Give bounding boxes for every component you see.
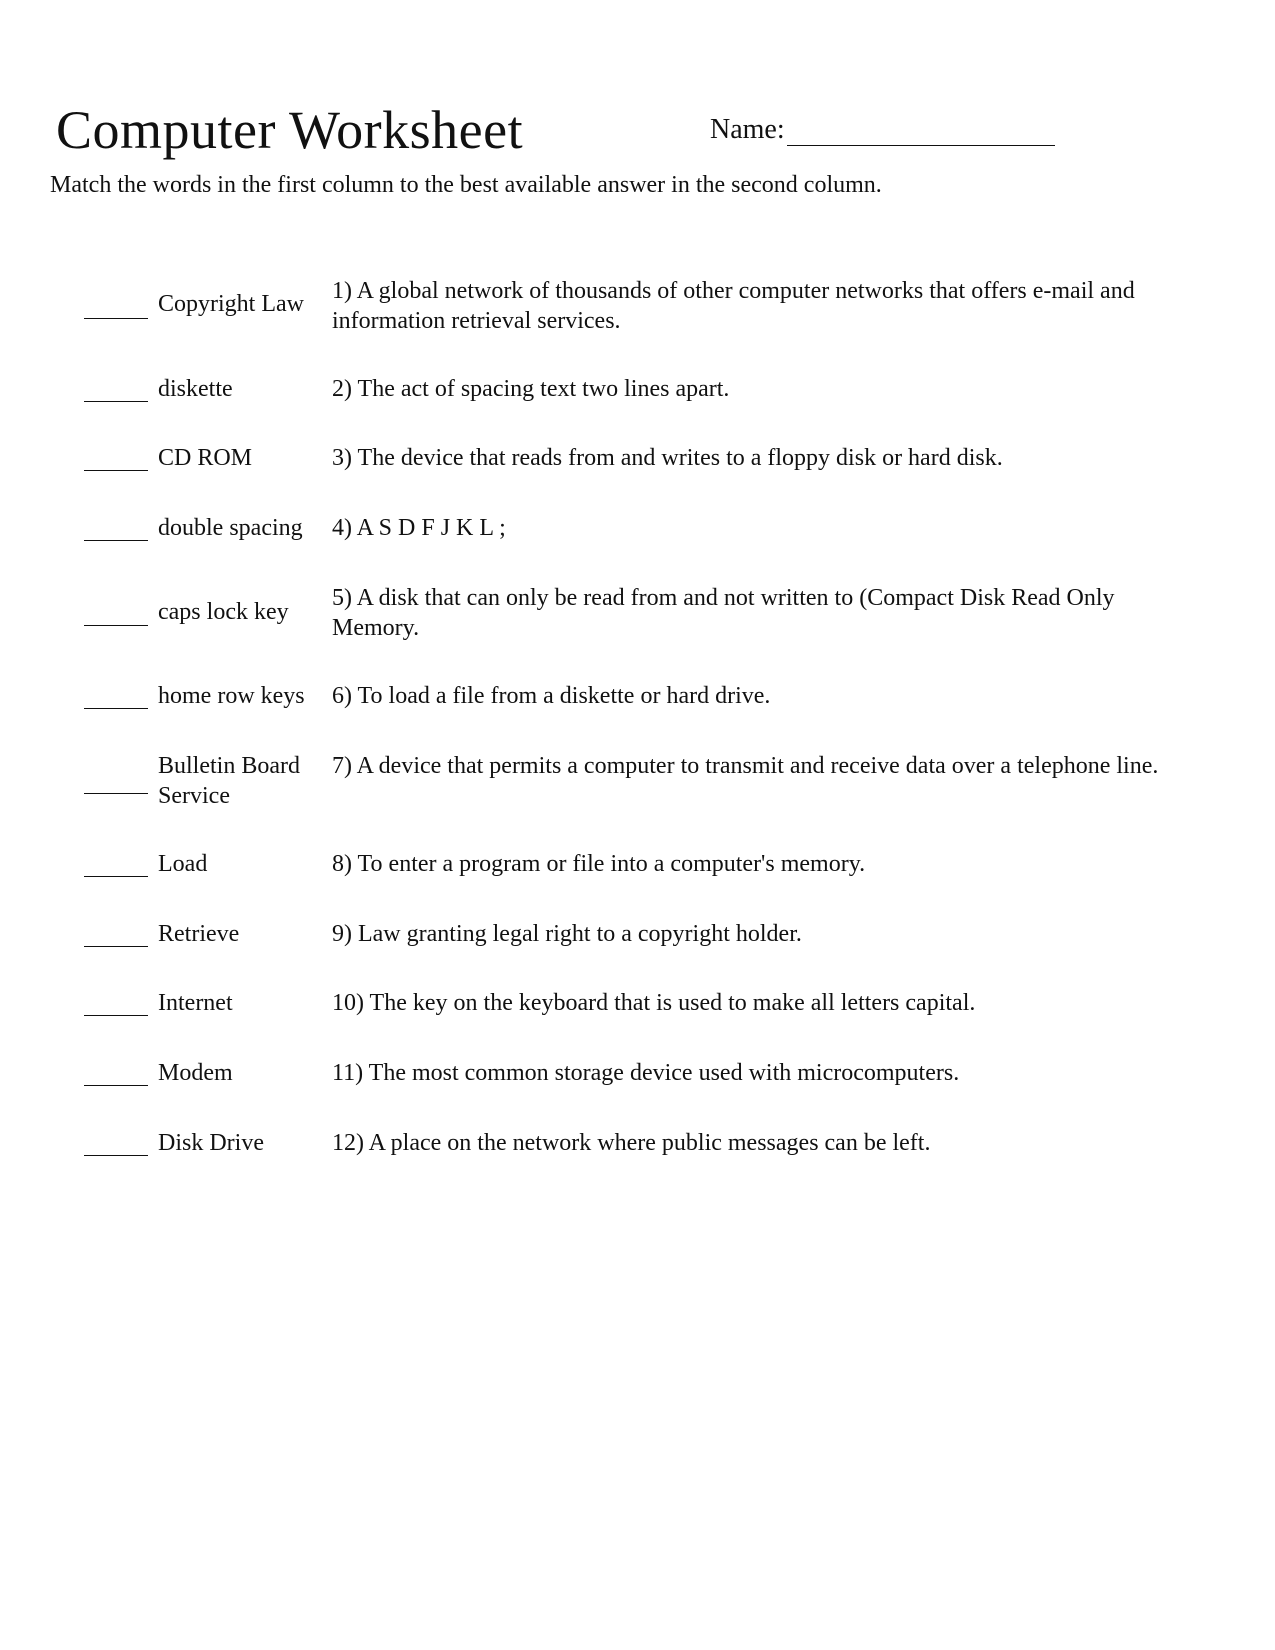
matching-row <box>84 988 1194 1052</box>
definition: 6) To load a file from a diskette or hard drive. <box>332 683 771 709</box>
term: Modem <box>158 1060 233 1086</box>
matching-row <box>84 443 1194 507</box>
term: Retrieve <box>158 921 240 947</box>
term: diskette <box>158 376 233 402</box>
matching-row <box>84 374 1194 438</box>
answer-blank[interactable] <box>84 625 148 626</box>
answer-blank[interactable] <box>84 318 148 319</box>
term: CD ROM <box>158 445 253 471</box>
definition: 11) The most common storage device used with microcomputers. <box>332 1060 960 1086</box>
term: Internet <box>158 990 233 1016</box>
matching-row <box>84 513 1194 577</box>
definition: 4) A S D F J K L ; <box>332 515 506 541</box>
worksheet-title: Computer Worksheet <box>56 100 524 160</box>
matching-row <box>84 583 1194 647</box>
term: double spacing <box>158 515 303 541</box>
matching-row <box>84 276 1194 340</box>
answer-blank[interactable] <box>84 1155 148 1156</box>
definition: 7) A device that permits a computer to transmit and receive data over a telephone line. <box>332 753 1159 779</box>
instructions: Match the words in the first column to the best available answer in the second column. <box>50 172 882 198</box>
matching-row <box>84 1058 1194 1122</box>
definition: 8) To enter a program or file into a computer's memory. <box>332 851 866 877</box>
matching-row <box>84 1128 1194 1192</box>
answer-blank[interactable] <box>84 946 148 947</box>
answer-blank[interactable] <box>84 401 148 402</box>
answer-blank[interactable] <box>84 540 148 541</box>
matching-row <box>84 751 1194 815</box>
answer-blank[interactable] <box>84 708 148 709</box>
answer-blank[interactable] <box>84 1085 148 1086</box>
definition: 1) A global network of thousands of other computer networks that offers e-mail and information retrieval services. <box>332 278 1135 334</box>
name-field <box>710 114 1055 146</box>
answer-blank[interactable] <box>84 1015 148 1016</box>
term: Load <box>158 851 208 877</box>
term: Disk Drive <box>158 1130 264 1156</box>
definition: 9) Law granting legal right to a copyright holder. <box>332 921 802 947</box>
definition: 2) The act of spacing text two lines apart. <box>332 376 730 402</box>
term: Copyright Law <box>158 291 304 317</box>
definition: 5) A disk that can only be read from and not written to (Compact Disk Read Only Memory. <box>332 585 1115 641</box>
answer-blank[interactable] <box>84 876 148 877</box>
term: caps lock key <box>158 599 289 625</box>
answer-blank[interactable] <box>84 470 148 471</box>
name-blank-line[interactable] <box>787 119 1055 146</box>
name-label: Name: <box>710 114 785 145</box>
definition: 12) A place on the network where public messages can be left. <box>332 1130 931 1156</box>
term: Bulletin Board Service <box>158 753 300 809</box>
definition: 10) The key on the keyboard that is used to make all letters capital. <box>332 990 976 1016</box>
matching-row <box>84 681 1194 745</box>
answer-blank[interactable] <box>84 793 148 794</box>
matching-row <box>84 919 1194 983</box>
matching-row <box>84 849 1194 913</box>
definition: 3) The device that reads from and writes to a floppy disk or hard disk. <box>332 445 1003 471</box>
term: home row keys <box>158 683 305 709</box>
